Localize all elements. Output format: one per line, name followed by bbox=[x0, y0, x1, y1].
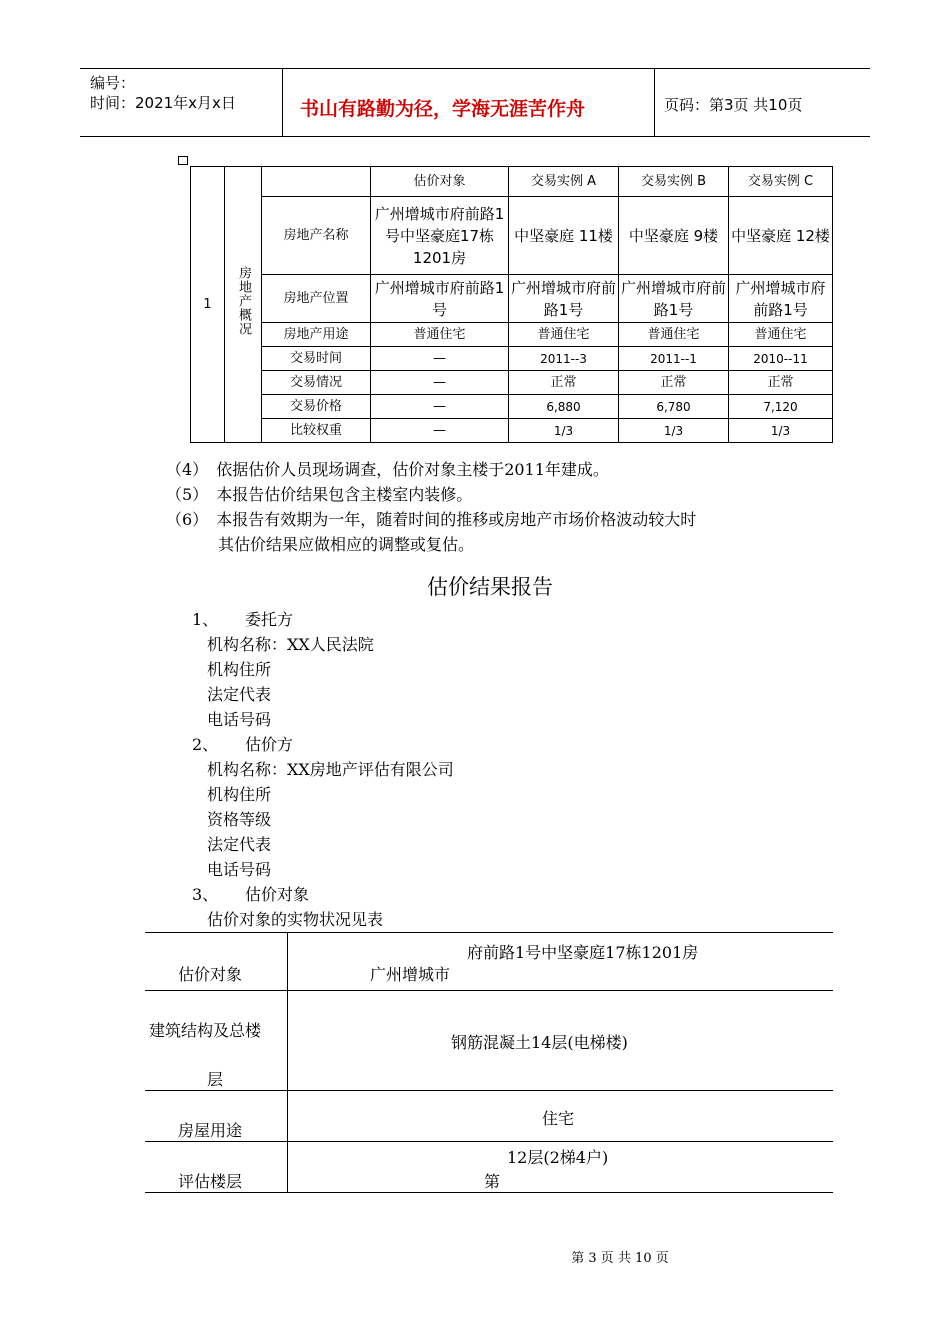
table-cell: 普通住宅 bbox=[619, 323, 729, 347]
table-cell: 广州增城市府前路1号 bbox=[619, 275, 729, 323]
section-label: 房地产概况 bbox=[236, 266, 251, 336]
property-value: 第 bbox=[484, 1172, 501, 1191]
section-1-line: 电话号码 bbox=[207, 710, 272, 729]
table-cell: 广州增城市府前路1号中坚豪庭17栋1201房 bbox=[371, 197, 509, 275]
row-label: 交易时间 bbox=[262, 347, 371, 371]
section-1-line: 机构住所 bbox=[207, 660, 272, 679]
page-footer: 第 3 页 共 10 页 bbox=[571, 1251, 669, 1266]
header-motto: 书山有路勤为径，学海无涯苦作舟 bbox=[300, 98, 586, 120]
table-cell: 中坚豪庭 12楼 bbox=[729, 197, 833, 275]
note-4 bbox=[166, 458, 609, 482]
table-cell: 正常 bbox=[509, 371, 619, 395]
header-bottom-line bbox=[80, 136, 870, 137]
table-cell: — bbox=[371, 395, 509, 419]
section-2-line: 资格等级 bbox=[207, 810, 272, 829]
header-cell: 估价对象 bbox=[371, 167, 509, 197]
table-cell: 正常 bbox=[619, 371, 729, 395]
header-divider-right bbox=[654, 68, 655, 136]
row-label: 比较权重 bbox=[262, 419, 371, 443]
table-cell: 2010--11 bbox=[729, 347, 833, 371]
header-time: 时间：2021年x月x日 bbox=[90, 94, 236, 112]
table-cell: 6,880 bbox=[509, 395, 619, 419]
table-cell: 正常 bbox=[729, 371, 833, 395]
property-table-border bbox=[145, 932, 833, 933]
property-table-border bbox=[145, 1090, 833, 1091]
header-page: 页码：第3页 共10页 bbox=[664, 96, 803, 114]
note-number: （4） bbox=[166, 460, 209, 479]
table-cell: 普通住宅 bbox=[509, 323, 619, 347]
row-index: 1 bbox=[191, 167, 225, 443]
section-2-line: 法定代表 bbox=[207, 835, 272, 854]
table-anchor-icon bbox=[178, 156, 188, 165]
table-cell: 1/3 bbox=[509, 419, 619, 443]
header-cell: 交易实例 C bbox=[729, 167, 833, 197]
row-label: 交易情况 bbox=[262, 371, 371, 395]
note-6-continued: 其估价结果应做相应的调整或复估。 bbox=[218, 535, 475, 554]
section-3-number: 3、 bbox=[192, 885, 219, 904]
row-label: 房地产用途 bbox=[262, 323, 371, 347]
header-divider-left bbox=[282, 68, 283, 136]
table-cell: 普通住宅 bbox=[371, 323, 509, 347]
table-cell: 普通住宅 bbox=[729, 323, 833, 347]
row-label: 房地产位置 bbox=[262, 275, 371, 323]
note-text: 本报告有效期为一年，随着时间的推移或房地产市场价格波动较大时 bbox=[216, 510, 697, 529]
property-table-border bbox=[145, 1192, 833, 1193]
table-cell: 中坚豪庭 9楼 bbox=[619, 197, 729, 275]
table-cell: 1/3 bbox=[729, 419, 833, 443]
table-cell: — bbox=[371, 371, 509, 395]
property-label: 估价对象 bbox=[178, 965, 243, 984]
note-text: 本报告估价结果包含主楼室内装修。 bbox=[216, 485, 473, 504]
section-2-number: 2、 bbox=[192, 735, 219, 754]
property-table-border bbox=[145, 990, 833, 991]
property-value: 12层(2梯4户) bbox=[507, 1148, 609, 1167]
property-table-border bbox=[145, 1141, 833, 1142]
note-5 bbox=[166, 483, 472, 507]
property-value: 住宅 bbox=[542, 1109, 575, 1128]
section-3-title: 估价对象 bbox=[245, 885, 310, 904]
comparison-table bbox=[190, 166, 833, 443]
section-2-line: 电话号码 bbox=[207, 860, 272, 879]
note-text: 依据估价人员现场调查，估价对象主楼于2011年建成。 bbox=[216, 460, 609, 479]
property-value: 钢筋混凝土14层(电梯楼) bbox=[451, 1033, 628, 1052]
property-label: 房屋用途 bbox=[178, 1121, 243, 1140]
header-top-line bbox=[80, 68, 870, 69]
header-cell: 交易实例 A bbox=[509, 167, 619, 197]
section-2-title: 估价方 bbox=[245, 735, 294, 754]
row-label: 交易价格 bbox=[262, 395, 371, 419]
note-6 bbox=[166, 508, 696, 532]
section-1-line: 机构名称：XX人民法院 bbox=[207, 635, 374, 654]
table-cell: 2011--3 bbox=[509, 347, 619, 371]
table-cell: 7,120 bbox=[729, 395, 833, 419]
section-2-line: 机构住所 bbox=[207, 785, 272, 804]
report-title: 估价结果报告 bbox=[427, 575, 553, 599]
property-value: 广州增城市 bbox=[370, 965, 451, 984]
table-cell: 2011--1 bbox=[619, 347, 729, 371]
table-cell: — bbox=[371, 419, 509, 443]
property-label: 建筑结构及总楼 bbox=[149, 1021, 262, 1040]
property-label: 层 bbox=[207, 1070, 224, 1089]
property-value: 府前路1号中坚豪庭17栋1201房 bbox=[467, 943, 699, 962]
property-label: 评估楼层 bbox=[178, 1172, 243, 1191]
table-cell: 广州增城市府前路1号 bbox=[371, 275, 509, 323]
table-cell: — bbox=[371, 347, 509, 371]
row-label: 房地产名称 bbox=[262, 197, 371, 275]
section-3-line: 估价对象的实物状况见表 bbox=[207, 910, 384, 929]
section-1-line: 法定代表 bbox=[207, 685, 272, 704]
section-1-number: 1、 bbox=[192, 610, 219, 629]
section-2-line: 机构名称：XX房地产评估有限公司 bbox=[207, 760, 454, 779]
table-cell: 中坚豪庭 11楼 bbox=[509, 197, 619, 275]
note-number: （6） bbox=[166, 510, 209, 529]
table-cell: 广州增城市府前路1号 bbox=[509, 275, 619, 323]
table-cell: 6,780 bbox=[619, 395, 729, 419]
table-cell: 广州增城市府前路1号 bbox=[729, 275, 833, 323]
note-number: （5） bbox=[166, 485, 209, 504]
section-1-title: 委托方 bbox=[245, 610, 294, 629]
header-number: 编号： bbox=[90, 74, 136, 92]
property-table-divider bbox=[287, 932, 288, 1192]
header-cell: 交易实例 B bbox=[619, 167, 729, 197]
table-cell: 1/3 bbox=[619, 419, 729, 443]
